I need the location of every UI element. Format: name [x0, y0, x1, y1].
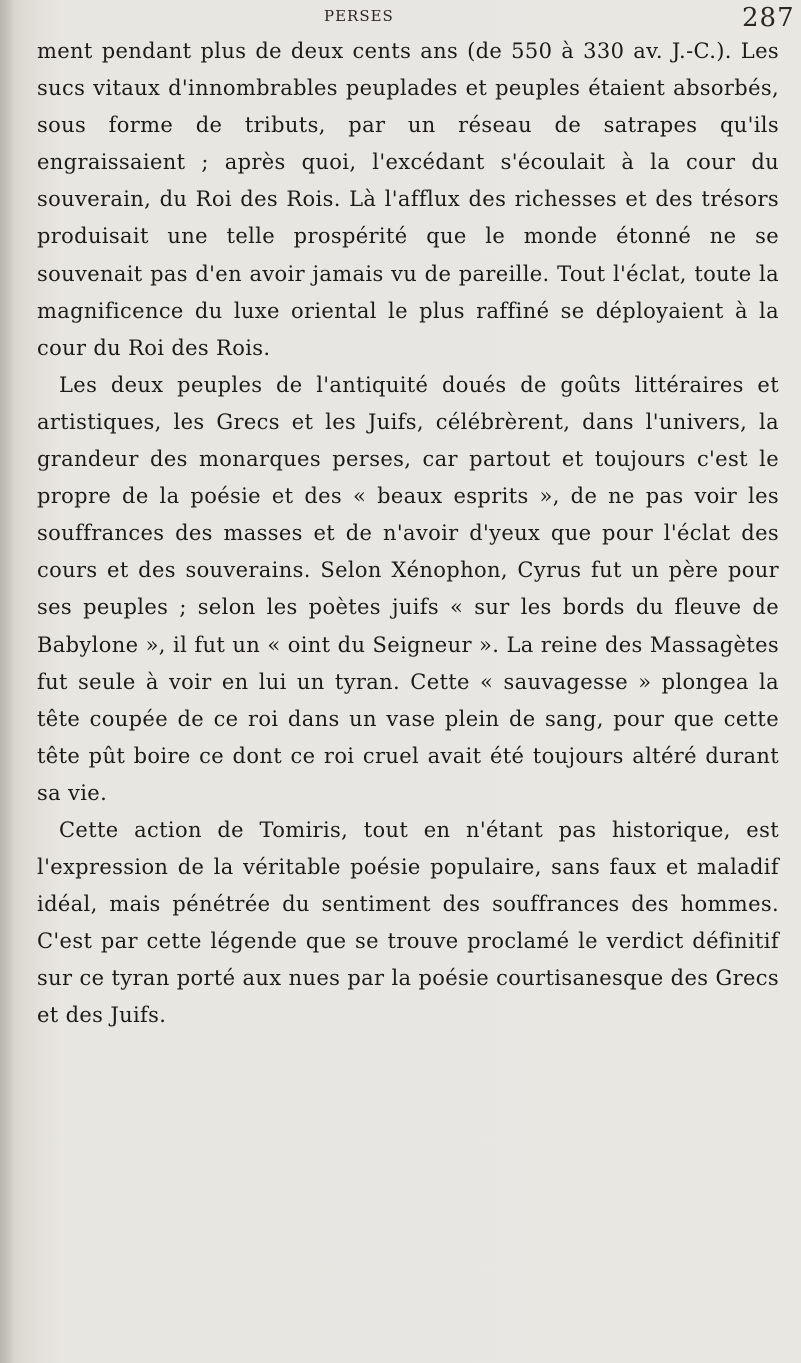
- gutter-shadow: [0, 0, 14, 1363]
- running-head: PERSES: [324, 7, 394, 25]
- paragraph-1: ment pendant plus de deux cents ans (de 550 à 330 av. J.-C.). Les sucs vitaux d'innombrables peuplades et peuples étaient absorbés, sous forme de tributs, par un réseau de satrapes qu'ils engraissaient ; après quoi, l'excédant s'écoulait à la cour du souverain, du Roi des Rois. Là l'afflux des richesses et des trésors produisait une telle prospérité que le monde étonné ne se souvenait pas d'en avoir jamais vu de pareille. Tout l'éclat, toute la magnificence du luxe oriental le plus raffiné se déployaient à la cour du Roi des Rois.: [37, 39, 779, 360]
- paragraph-2: Les deux peuples de l'antiquité doués de goûts littéraires et artistiques, les Grecs et les Juifs, célébrèrent, dans l'univers, la grandeur des monarques perses, car partout et toujours c'est le propre de la poésie et des « beaux esprits », de ne pas voir les souffrances des masses et de n'avoir d'yeux que pour l'éclat des cours et des souverains. Selon Xénophon, Cyrus fut un père pour ses peuples ; selon les poètes juifs « sur les bords du fleuve de Babylone », il fut un « oint du Seigneur ». La reine des Massagètes fut seule à voir en lui un tyran. Cette « sauvagesse » plongea la tête coupée de ce roi dans un vase plein de sang, pour que cette tête pût boire ce dont ce roi cruel avait été toujours altéré durant sa vie.: [37, 372, 779, 805]
- paragraph-3: Cette action de Tomiris, tout en n'étant pas historique, est l'expression de la véritable poésie populaire, sans faux et maladif idéal, mais pénétrée du sentiment des souffrances des hommes. C'est par cette légende que se trouve proclamé le verdict définitif sur ce tyran porté aux nues par la poésie courtisanesque des Grecs et des Juifs.: [37, 817, 779, 1028]
- body-text: [37, 33, 779, 1035]
- page-number: 287: [742, 3, 795, 33]
- page-header: [0, 0, 801, 33]
